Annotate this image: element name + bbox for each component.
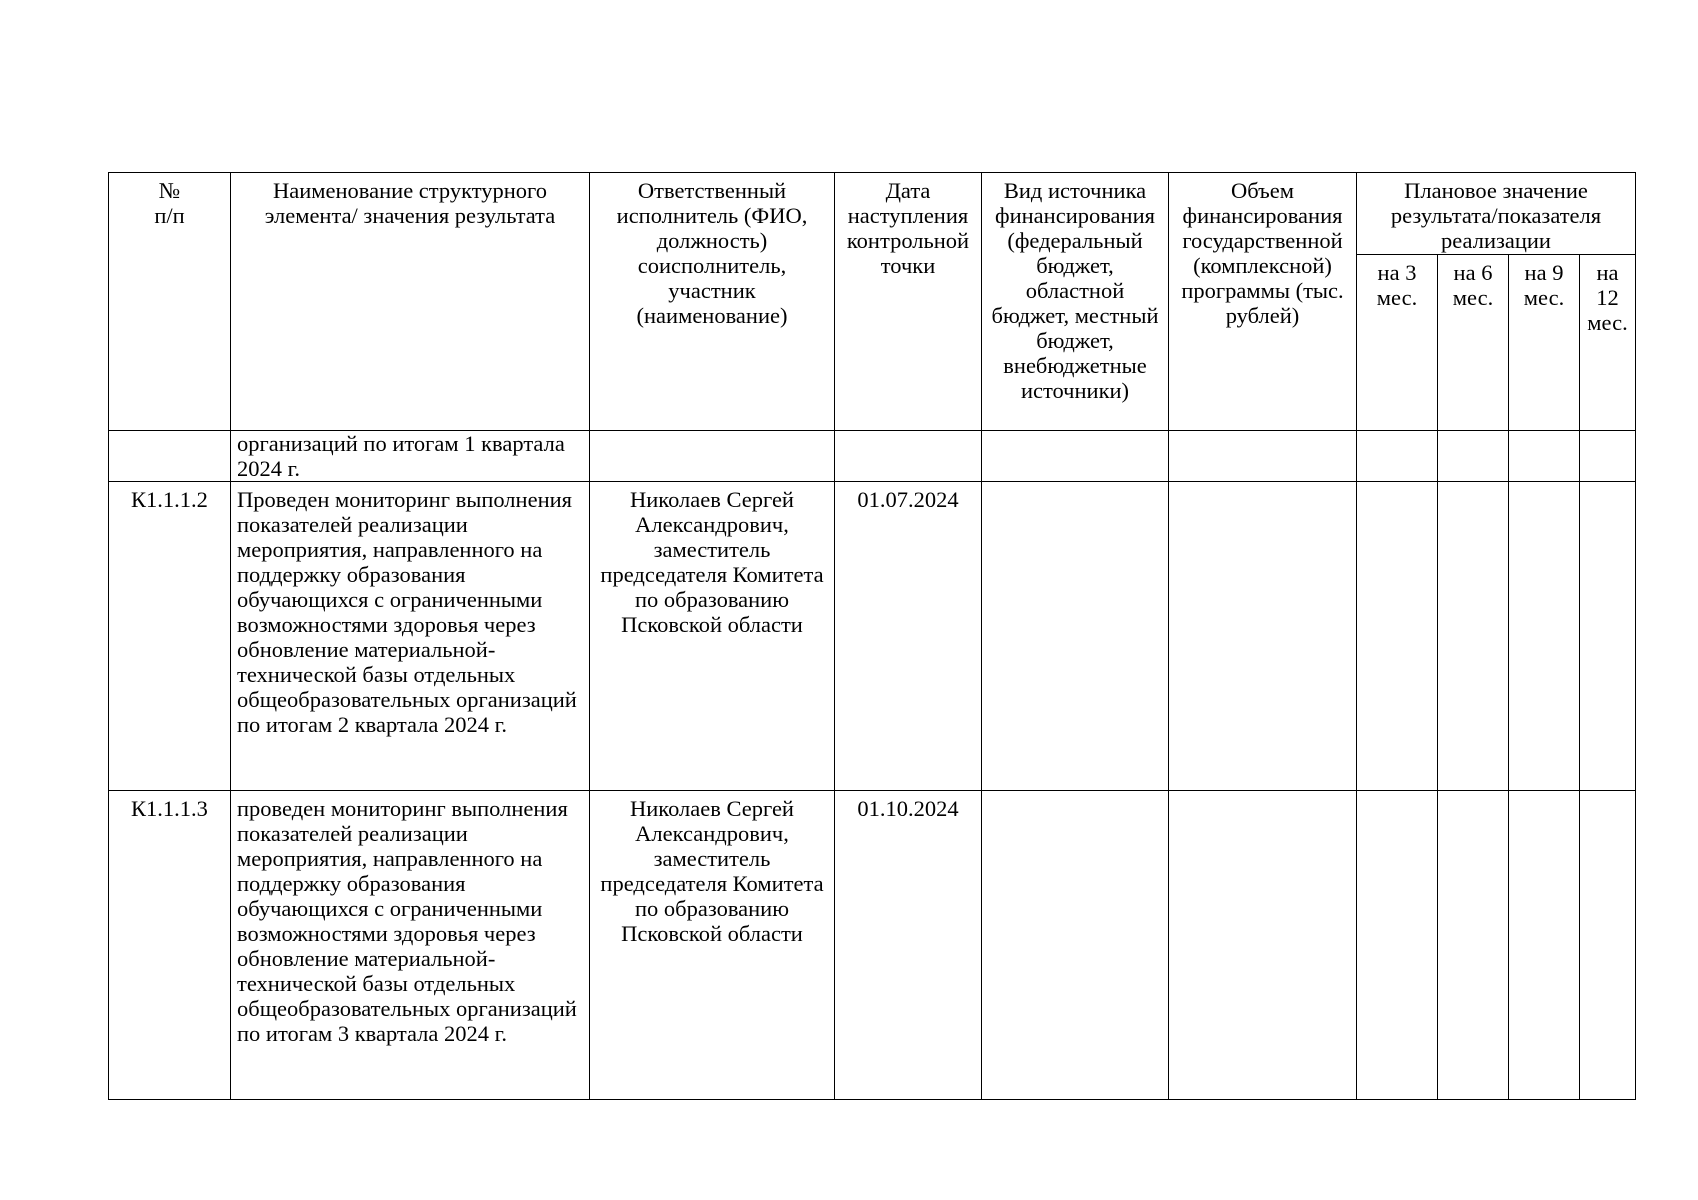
row-funding-source xyxy=(982,431,1169,482)
row-6-months xyxy=(1438,791,1509,1100)
row-name: проведен мониторинг выполнения показателей реализации мероприятия, направленного на поддержку образования обучающихся с ограниченными возможностями здоровья через обновление материальной-технической базы отдельных общеобразовательных организаций по итогам 3 квартала 2024 г. xyxy=(231,791,590,1100)
row-responsible: Николаев Сергей Александрович, заместитель председателя Комитета по образованию Псковской области xyxy=(590,482,835,791)
header-planned-value: Плановое значение результата/показателя реализации xyxy=(1357,173,1636,255)
row-date: 01.10.2024 xyxy=(835,791,982,1100)
row-number xyxy=(109,431,231,482)
row-responsible: Николаев Сергей Александрович, заместитель председателя Комитета по образованию Псковской области xyxy=(590,791,835,1100)
row-12-months xyxy=(1580,791,1636,1100)
row-12-months xyxy=(1580,431,1636,482)
table-header-row xyxy=(109,173,1636,255)
row-funding-volume xyxy=(1169,791,1357,1100)
row-12-months xyxy=(1580,482,1636,791)
row-date: 01.07.2024 xyxy=(835,482,982,791)
header-number: № п/п xyxy=(109,173,231,431)
row-name: Проведен мониторинг выполнения показателей реализации мероприятия, направленного на поддержку образования обучающихся с ограниченными возможностями здоровья через обновление материальной-технической базы отдельных общеобразовательных организаций по итогам 2 квартала 2024 г. xyxy=(231,482,590,791)
table-row xyxy=(109,791,1636,1100)
row-funding-volume xyxy=(1169,431,1357,482)
row-3-months xyxy=(1357,482,1438,791)
row-3-months xyxy=(1357,791,1438,1100)
row-9-months xyxy=(1509,791,1580,1100)
header-name: Наименование структурного элемента/ значения результата xyxy=(231,173,590,431)
table-row xyxy=(109,482,1636,791)
header-3-months: на 3 мес. xyxy=(1357,255,1438,431)
row-name: организаций по итогам 1 квартала 2024 г. xyxy=(231,431,590,482)
row-number: К1.1.1.3 xyxy=(109,791,231,1100)
row-funding-volume xyxy=(1169,482,1357,791)
row-funding-source xyxy=(982,791,1169,1100)
table-row xyxy=(109,431,1636,482)
row-6-months xyxy=(1438,431,1509,482)
control-points-table xyxy=(108,172,1636,1100)
row-funding-source xyxy=(982,482,1169,791)
row-9-months xyxy=(1509,431,1580,482)
header-responsible: Ответственный исполнитель (ФИО, должность) соисполнитель, участник (наименование) xyxy=(590,173,835,431)
header-6-months: на 6 мес. xyxy=(1438,255,1509,431)
row-date xyxy=(835,431,982,482)
header-funding-source: Вид источника финансирования (федеральный бюджет, областной бюджет, местный бюджет, внебюджетные источники) xyxy=(982,173,1169,431)
header-12-months: на 12 мес. xyxy=(1580,255,1636,431)
row-number: К1.1.1.2 xyxy=(109,482,231,791)
header-date: Дата наступления контрольной точки xyxy=(835,173,982,431)
row-responsible xyxy=(590,431,835,482)
header-funding-volume: Объем финансирования государственной (комплексной) программы (тыс. рублей) xyxy=(1169,173,1357,431)
row-9-months xyxy=(1509,482,1580,791)
row-6-months xyxy=(1438,482,1509,791)
row-3-months xyxy=(1357,431,1438,482)
header-9-months: на 9 мес. xyxy=(1509,255,1580,431)
